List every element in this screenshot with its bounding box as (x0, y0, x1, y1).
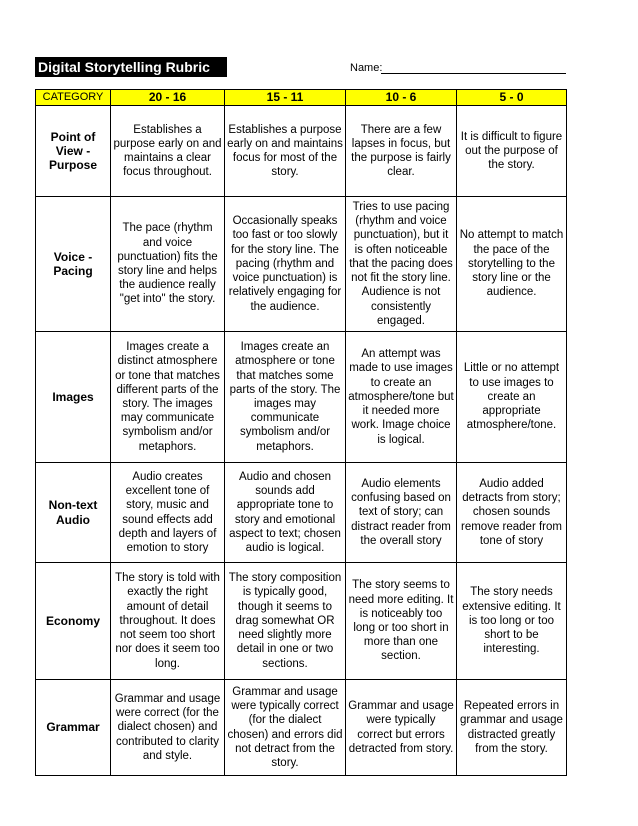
table-cell: Establishes a purpose early on and maintains focus for most of the story. (225, 106, 346, 197)
column-header-category: CATEGORY (36, 90, 111, 106)
rubric-table (35, 89, 567, 776)
column-header-score: 5 - 0 (457, 90, 567, 106)
table-cell: Images create a distinct atmosphere or tone that matches different parts of the story. The images may communicate symbolism and/or metaphors. (111, 332, 225, 463)
table-cell: Audio added detracts from story; chosen sounds remove reader from tone of story (457, 463, 567, 563)
table-cell: Grammar and usage were correct (for the dialect chosen) and contributed to clarity and style. (111, 680, 225, 776)
table-cell: The story is told with exactly the right amount of detail throughout. It does not seem too short nor does it seem too long. (111, 563, 225, 680)
rubric-title: Digital Storytelling Rubric (35, 57, 227, 77)
header-row (36, 90, 567, 106)
table-cell: Audio creates excellent tone of story, music and sound effects add depth and layers of emotion to story (111, 463, 225, 563)
table-cell: The story seems to need more editing. It is noticeably too long or too short in more than one section. (346, 563, 457, 680)
table-cell: No attempt to match the pace of the storytelling to the story line or the audience. (457, 197, 567, 332)
row-category: Non-text Audio (36, 463, 111, 563)
row-category: Grammar (36, 680, 111, 776)
table-cell: Images create an atmosphere or tone that matches some parts of the story. The images may communicate symbolism and/or metaphors. (225, 332, 346, 463)
table-cell: Grammar and usage were typically correct (for the dialect chosen) and errors did not detract from the story. (225, 680, 346, 776)
table-row (36, 463, 567, 563)
table-cell: There are a few lapses in focus, but the purpose is fairly clear. (346, 106, 457, 197)
table-row (36, 197, 567, 332)
table-row (36, 680, 567, 776)
table-cell: The story composition is typically good, though it seems to drag somewhat OR need slightly more detail in one or two sections. (225, 563, 346, 680)
table-row (36, 106, 567, 197)
table-cell: It is difficult to figure out the purpose of the story. (457, 106, 567, 197)
column-header-score: 10 - 6 (346, 90, 457, 106)
table-cell: Audio elements confusing based on text of story; can distract reader from the overall story (346, 463, 457, 563)
table-cell: Grammar and usage were typically correct but errors detracted from story. (346, 680, 457, 776)
table-row (36, 332, 567, 463)
row-category: Voice - Pacing (36, 197, 111, 332)
row-category: Images (36, 332, 111, 463)
table-cell: Occasionally speaks too fast or too slowly for the story line. The pacing (rhythm and voice punctuation) is relatively engaging for the audience. (225, 197, 346, 332)
table-cell: Tries to use pacing (rhythm and voice punctuation), but it is often noticeable that the pacing does not fit the story line. Audience is not consistently engaged. (346, 197, 457, 332)
table-cell: Repeated errors in grammar and usage distracted greatly from the story. (457, 680, 567, 776)
table-cell: Audio and chosen sounds add appropriate tone to story and emotional aspect to text; chosen audio is logical. (225, 463, 346, 563)
name-line (381, 73, 566, 74)
name-label: Name: (350, 62, 383, 74)
row-category: Economy (36, 563, 111, 680)
table-cell: The story needs extensive editing. It is too long or too short to be interesting. (457, 563, 567, 680)
table-cell: Establishes a purpose early on and maintains a clear focus throughout. (111, 106, 225, 197)
column-header-score: 20 - 16 (111, 90, 225, 106)
table-cell: Little or no attempt to use images to create an appropriate atmosphere/tone. (457, 332, 567, 463)
column-header-score: 15 - 11 (225, 90, 346, 106)
table-cell: An attempt was made to use images to create an atmosphere/tone but it needed more work. Image choice is logical. (346, 332, 457, 463)
table-cell: The pace (rhythm and voice punctuation) fits the story line and helps the audience really "get into" the story. (111, 197, 225, 332)
row-category: Point of View - Purpose (36, 106, 111, 197)
table-row (36, 563, 567, 680)
